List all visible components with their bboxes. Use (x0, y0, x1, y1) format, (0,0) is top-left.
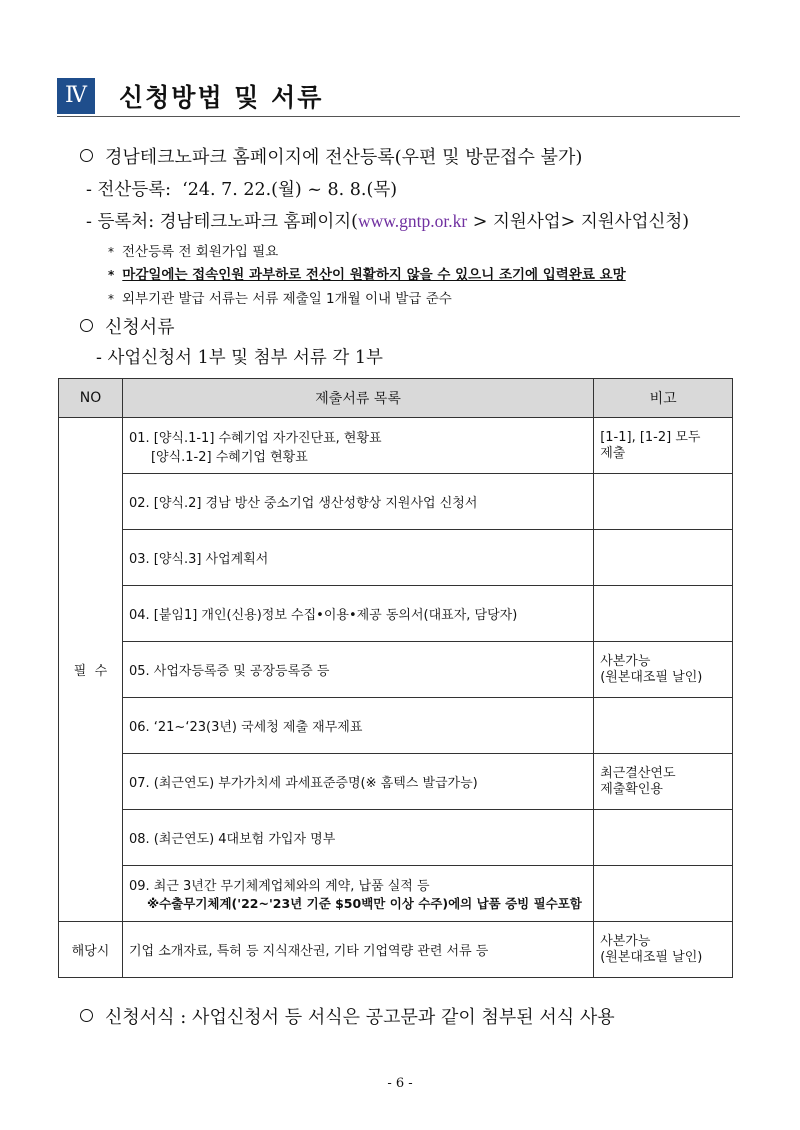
remark-cell (594, 474, 733, 530)
remark-cell (594, 530, 733, 586)
site-link[interactable]: www.gntp.or.kr (358, 211, 468, 231)
item-cell: 07. (최근연도) 부가가치세 과세표준증명(※ 홈텍스 발급가능) (122, 754, 593, 810)
table-row (59, 642, 733, 698)
item-cell: 05. 사업자등록증 및 공장등록증 등 (122, 642, 593, 698)
header-remark: 비고 (594, 379, 733, 418)
remark-cell (594, 586, 733, 642)
forms-note: 신청서식 : 사업신청서 등 서식은 공고문과 같이 첨부된 서식 사용 (80, 1003, 615, 1029)
item-cell: 04. [붙임1] 개인(신용)정보 수집•이용•제공 동의서(대표자, 담당자) (122, 586, 593, 642)
table-header-row (59, 379, 733, 418)
apply-site: - 등록처: 경남테크노파크 홈페이지(www.gntp.or.kr > 지원사업> 지원사업신청) (86, 211, 690, 232)
item-cell: 기업 소개자료, 특허 등 지식재산권, 기타 기업역량 관련 서류 등 (122, 922, 593, 978)
section-title: 신청방법 및 서류 (119, 83, 324, 112)
apply-period: - 전산등록: ‘24. 7. 22.(월) ~ 8. 8.(목) (86, 180, 398, 200)
documents-table (58, 378, 733, 978)
remark-cell (594, 866, 733, 922)
circle-bullet-icon (80, 1009, 93, 1022)
remark-cell: [1-1], [1-2] 모두 제출 (594, 418, 733, 474)
table-row (59, 418, 733, 474)
remark-cell: 사본가능 (원본대조필 날인) (594, 922, 733, 978)
circle-bullet-icon (80, 149, 93, 162)
table-row (59, 754, 733, 810)
optional-category: 해당시 (59, 922, 123, 978)
docs-subline: - 사업신청서 1부 및 첨부 서류 각 1부 (96, 348, 383, 368)
required-category: 필 수 (59, 418, 123, 922)
table-row (59, 586, 733, 642)
note-item: * 외부기관 발급 서류는 서류 제출일 1개월 이내 발급 준수 (108, 291, 452, 307)
table-row (59, 530, 733, 586)
page-number: - 6 - (387, 1076, 413, 1091)
note-item: * 전산등록 전 회원가입 필요 (108, 244, 279, 260)
table-row-optional (59, 922, 733, 978)
note-item-important: * 마감일에는 접속인원 과부하로 전산이 원활하지 않을 수 있으니 조기에 입력완료 요망 (108, 267, 626, 283)
item-cell: 02. [양식.2] 경남 방산 중소기업 생산성향상 지원사업 신청서 (122, 474, 593, 530)
item-cell: 01. [양식.1-1] 수혜기업 자가진단표, 현황표 [양식.1-2] 수혜기업 현황표 (122, 418, 593, 474)
circle-bullet-icon (80, 319, 93, 332)
section-number-badge: Ⅳ (57, 78, 95, 114)
apply-heading: 경남테크노파크 홈페이지에 전산등록(우편 및 방문접수 불가) (80, 143, 582, 169)
item-cell: 08. (최근연도) 4대보험 가입자 명부 (122, 810, 593, 866)
table-row (59, 866, 733, 922)
item-cell: 06. ‘21~‘23(3년) 국세청 제출 재무제표 (122, 698, 593, 754)
header-no: NO (59, 379, 123, 418)
remark-cell (594, 698, 733, 754)
remark-cell: 최근결산연도 제출확인용 (594, 754, 733, 810)
docs-heading: 신청서류 (80, 313, 175, 339)
table-row (59, 474, 733, 530)
remark-cell (594, 810, 733, 866)
table-row (59, 810, 733, 866)
section-header (57, 72, 740, 118)
table-row (59, 698, 733, 754)
item-cell: 03. [양식.3] 사업계획서 (122, 530, 593, 586)
header-item: 제출서류 목록 (122, 379, 593, 418)
section-divider (57, 116, 740, 117)
remark-cell: 사본가능 (원본대조필 날인) (594, 642, 733, 698)
item-cell: 09. 최근 3년간 무기체계업체와의 계약, 납품 실적 등 ※수출무기체계('22~'23년 기준 $50백만 이상 수주)에의 납품 증빙 필수포함 (122, 866, 593, 922)
